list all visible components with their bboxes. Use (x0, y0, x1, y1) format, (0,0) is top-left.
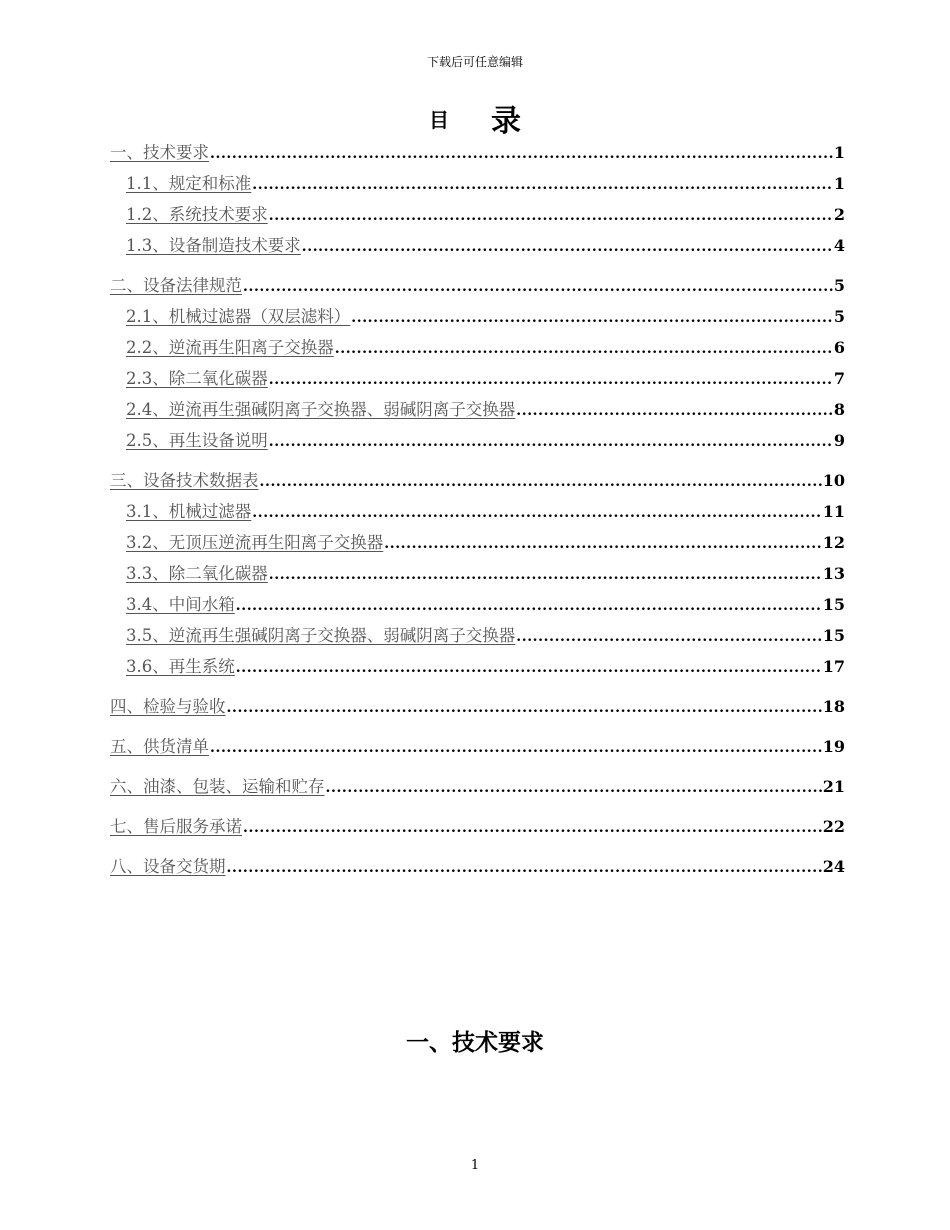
toc-entry-label[interactable]: 1.3、设备制造技术要求 (126, 236, 301, 255)
toc-entry[interactable] (110, 332, 845, 363)
toc-leader-dots (227, 693, 822, 724)
toc-entry-label[interactable]: 3.2、无顶压逆流再生阳离子交换器 (126, 533, 384, 552)
toc-entry-label[interactable]: 2.4、逆流再生强碱阴离子交换器、弱碱阴离子交换器 (126, 400, 516, 419)
toc-entry-label[interactable]: 五、供货清单 (110, 737, 209, 756)
toc-entry-page: 1 (833, 174, 845, 193)
toc-entry-label[interactable]: 1.2、系统技术要求 (126, 205, 268, 224)
toc-entry-label[interactable]: 3.4、中间水箱 (126, 595, 235, 614)
toc-entry-label[interactable]: 三、设备技术数据表 (110, 471, 259, 490)
toc-entry[interactable] (110, 301, 845, 332)
toc-entry[interactable] (110, 496, 845, 527)
toc-entry[interactable] (110, 558, 845, 589)
toc-entry[interactable] (110, 527, 845, 558)
toc-entry-label[interactable]: 四、检验与验收 (110, 697, 226, 716)
table-of-contents (110, 137, 845, 882)
toc-entry-page: 24 (822, 857, 845, 876)
page-number: 1 (470, 1158, 480, 1173)
toc-entry-label[interactable]: 2.1、机械过滤器（双层滤料） (126, 307, 351, 326)
toc-entry-page: 11 (822, 502, 845, 521)
toc-entry-label[interactable]: 七、售后服务承诺 (110, 817, 242, 836)
toc-leader-dots (302, 232, 833, 263)
toc-entry[interactable] (110, 394, 845, 425)
toc-entry-page: 18 (822, 697, 845, 716)
toc-entry-page: 8 (833, 400, 845, 419)
toc-entry-label[interactable]: 1.1、规定和标准 (126, 174, 252, 193)
toc-entry-page: 7 (833, 369, 845, 388)
toc-entry-label[interactable]: 2.2、逆流再生阳离子交换器 (126, 338, 334, 357)
toc-entry-label[interactable]: 二、设备法律规范 (110, 276, 242, 295)
toc-entry-label[interactable]: 一、技术要求 (110, 143, 209, 162)
toc-entry[interactable] (110, 731, 845, 762)
toc-entry-page: 21 (822, 777, 845, 796)
toc-entry-label[interactable]: 八、设备交货期 (110, 857, 226, 876)
toc-entry-page: 19 (822, 737, 845, 756)
toc-entry-page: 17 (822, 657, 845, 676)
toc-title-char-1: 目 (429, 108, 449, 132)
toc-leader-dots (227, 853, 822, 884)
toc-entry-label[interactable]: 3.6、再生系统 (126, 657, 235, 676)
toc-leader-dots (269, 560, 822, 591)
toc-entry-label[interactable]: 2.3、除二氧化碳器 (126, 369, 268, 388)
toc-entry[interactable] (110, 651, 845, 682)
toc-leader-dots (516, 622, 821, 653)
toc-entry-label[interactable]: 六、油漆、包装、运输和贮存 (110, 777, 325, 796)
toc-entry-page: 13 (822, 564, 845, 583)
toc-leader-dots (516, 396, 833, 427)
toc-entry[interactable] (110, 230, 845, 261)
toc-entry[interactable] (110, 811, 845, 842)
toc-entry-page: 5 (833, 307, 845, 326)
toc-entry-page: 6 (833, 338, 845, 357)
toc-entry[interactable] (110, 589, 845, 620)
toc-leader-dots (384, 529, 821, 560)
toc-leader-dots (243, 272, 833, 303)
toc-leader-dots (210, 139, 833, 170)
toc-leader-dots (252, 498, 821, 529)
toc-entry-page: 1 (833, 143, 845, 162)
toc-entry[interactable] (110, 425, 845, 456)
toc-entry[interactable] (110, 137, 845, 168)
section-heading: 一、技术要求 (406, 1030, 544, 1056)
toc-entry-label[interactable]: 2.5、再生设备说明 (126, 431, 268, 450)
toc-entry[interactable] (110, 691, 845, 722)
toc-entry[interactable] (110, 851, 845, 882)
toc-leader-dots (269, 427, 833, 458)
toc-entry-page: 9 (833, 431, 845, 450)
toc-leader-dots (210, 733, 822, 764)
toc-entry-page: 15 (822, 626, 845, 645)
toc-entry[interactable] (110, 270, 845, 301)
toc-leader-dots (243, 813, 822, 844)
toc-title-char-2: 录 (491, 104, 521, 139)
toc-entry-page: 10 (822, 471, 845, 490)
toc-leader-dots (269, 201, 833, 232)
toc-entry-page: 5 (833, 276, 845, 295)
toc-entry-label[interactable]: 3.1、机械过滤器 (126, 502, 252, 521)
toc-entry[interactable] (110, 620, 845, 651)
toc-entry-page: 15 (822, 595, 845, 614)
toc-entry[interactable] (110, 363, 845, 394)
toc-leader-dots (252, 170, 833, 201)
toc-entry-label[interactable]: 3.5、逆流再生强碱阴离子交换器、弱碱阴离子交换器 (126, 626, 516, 645)
toc-entry[interactable] (110, 199, 845, 230)
toc-leader-dots (236, 653, 822, 684)
toc-entry[interactable] (110, 771, 845, 802)
toc-leader-dots (260, 467, 822, 498)
toc-entry[interactable] (110, 168, 845, 199)
toc-entry-page: 12 (822, 533, 845, 552)
toc-leader-dots (236, 591, 822, 622)
toc-leader-dots (351, 303, 833, 334)
toc-leader-dots (326, 773, 822, 804)
toc-entry-page: 4 (833, 236, 845, 255)
page-header: 下载后可任意编辑 (426, 55, 523, 69)
toc-title (0, 96, 950, 140)
toc-entry-page: 22 (822, 817, 845, 836)
toc-entry-page: 2 (833, 205, 845, 224)
toc-entry-label[interactable]: 3.3、除二氧化碳器 (126, 564, 268, 583)
toc-entry[interactable] (110, 465, 845, 496)
toc-leader-dots (335, 334, 833, 365)
toc-leader-dots (269, 365, 833, 396)
